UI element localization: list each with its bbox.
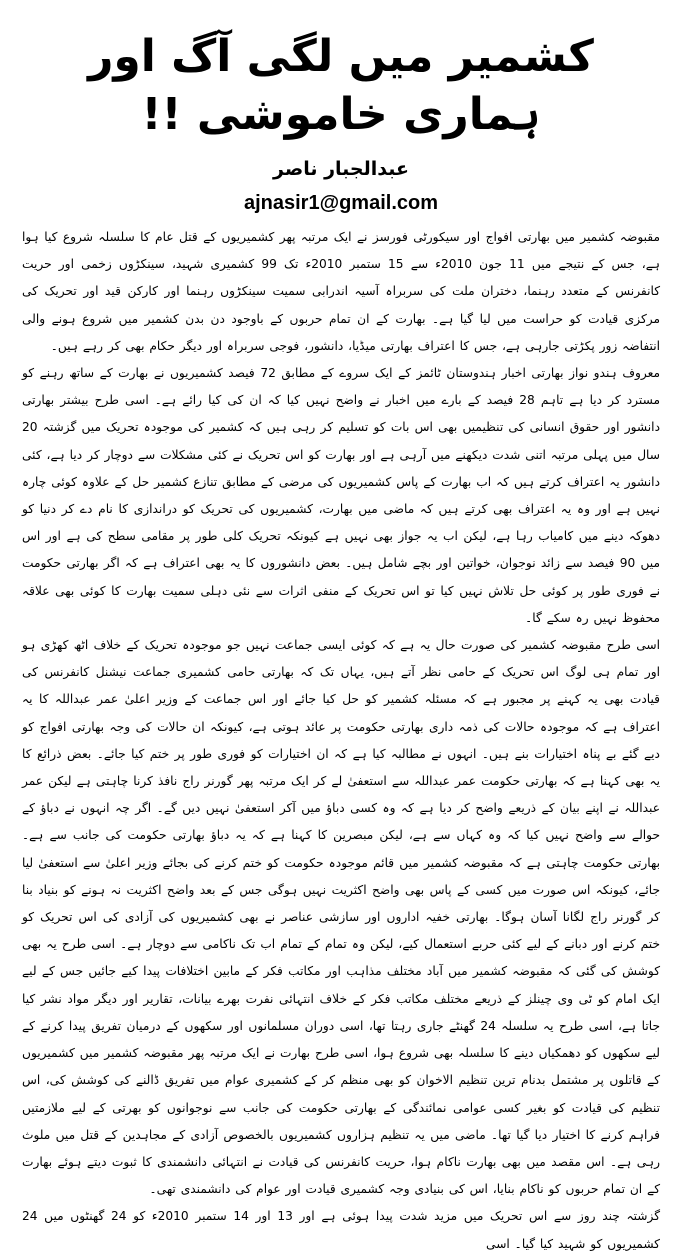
paragraph: مقبوضہ کشمیر میں بھارتی افواج اور سیکورٹی فورسز نے ایک مرتبہ پھر کشمیریوں کے قتل عام کا سلسلہ شروع کیا ہوا ہے، جس کے نتیجے میں 11 جون 2010ء سے 15 ستمبر 2010ء تک 99 کشمیری شہید، سینکڑوں زخمی اور حریت کانفرنس کے متعدد رہنما، دختران ملت کی سربراہ آسیہ اندرابی سمیت سینکڑوں رہنما اور کارکن قید اور تحریک کی مرکزی قیادت کو حراست میں لیا گیا ہے۔ بھارت کے ان تمام حربوں کے باوجود دن بدن کشمیر میں شروع ہونے والی انتفاضہ زور پکڑتی جارہی ہے، جس کا اعتراف بھارتی میڈیا، دانشور، فوجی سربراہ اور دیگر حکام بھی کر رہے ہیں۔ bbox=[22, 230, 661, 353]
paragraph: معروف ہندو نواز بھارتی اخبار ہندوستان ٹائمز کے ایک سروے کے مطابق 72 فیصد کشمیریوں نے بھارت کے ساتھ رہنے کو مسترد کر دیا ہے تاہم 28 فیصد کے بارے میں اخبار نے واضح نہیں کیا کہ ان کی کیا رائے ہے۔ اسی طرح بیشتر بھارتی دانشور اور حقوق انسانی کی تنظیمیں بھی اس بات کو تسلیم کر رہی ہیں کہ کشمیر کی موجودہ تحریک میں گزشتہ 20 سال میں پہلی مرتبہ اتنی شدت دیکھنے میں آرہی ہے اور بھارت کو اس تحریک نے کئی مشکلات سے دوچار کر دیا ہے، کئی دانشور یہ اعتراف کرتے ہیں کہ اب بھارت کے پاس کشمیریوں کی مرضی کے مطابق تنازع کشمیر حل کے علاوہ کوئی چارہ نہیں ہے اور وہ یہ اعتراف بھی کرتے ہیں کہ ماضی میں بھارت، کشمیریوں کی تحریک کو دراندازی کا نام دے کر دنیا کو دھوکہ دینے میں کامیاب رہا ہے، لیکن اب یہ جواز بھی نہیں ہے کیونکہ تحریک کلی طور پر مقامی سطح کی ہے اور اس میں 90 فیصد سے زائد نوجوان، خواتین اور بچے شامل ہیں۔ بعض دانشوروں کا یہ بھی اعتراف ہے کہ اگر بھارتی حکومت نے فوری طور پر کوئی حل تلاش نہیں کیا تو اس تحریک کے منفی اثرات سے نئی دہلی سمیت بھارت کا کوئی بھی علاقہ محفوظ نہیں رہ سکے گا۔ bbox=[22, 366, 660, 625]
paragraph: اسی طرح مقبوضہ کشمیر کی صورت حال یہ ہے کہ کوئی ایسی جماعت نہیں جو موجودہ تحریک کے خلاف اٹھ کھڑی ہو اور تمام ہی لوگ اس تحریک کے حامی نظر آتے ہیں، یہاں تک کہ بھارتی حامی کشمیری جماعت نیشنل کانفرنس کی قیادت بھی یہ کہنے پر مجبور ہے کہ مسئلہ کشمیر کو حل کیا جائے اور اس جماعت کے وزیر اعلیٰ عمر عبداللہ کا یہ اعتراف ہے کہ موجودہ حالات کی ذمہ داری بھارتی حکومت پر عائد ہوتی ہے، کیونکہ ان حالات کی وجہ بھارتی افواج کو دیے گئے بے پناہ اختیارات بنے ہیں۔ انہوں نے مطالبہ کیا ہے کہ ان اختیارات کو فوری طور پر ختم کیا جائے۔ بعض ذرائع کا یہ بھی کہنا ہے کہ بھارتی حکومت عمر عبداللہ سے استعفیٰ لے کر ایک مرتبہ پھر گورنر راج نافذ کرنا چاہتی ہے لیکن عمر عبداللہ نے اپنے بیان کے ذریعے واضح کر دیا ہے کہ وہ کسی دباؤ میں آکر استعفیٰ نہیں دیں گے۔ اگر چہ انہوں نے دباؤ کے حوالے سے واضح نہیں کیا کہ وہ کہاں سے ہے، لیکن مبصرین کا کہنا ہے کہ یہ دباؤ بھارتی حکومت کی جانب سے ہے۔ بھارتی حکومت چاہتی ہے کہ مقبوضہ کشمیر میں قائم موجودہ حکومت کو ختم کرنے کی بجائے وزیر اعلیٰ سے استعفیٰ لیا جائے، کیونکہ اس صورت میں کسی کے پاس بھی واضح اکثریت نہیں ہوگی جس کے بعد واضح اکثریت نہ ہونے کو بنیاد بنا کر گورنر راج لگانا آسان ہوگا۔ بھارتی خفیہ اداروں اور سازشی عناصر نے بھی کشمیریوں کی آزادی کی اس تحریک کو ختم کرنے اور دبانے کے لیے کئی حربے استعمال کیے، لیکن وہ تمام کے تمام اب تک ناکامی سے دوچار ہے۔ اسی طرح یہ بھی کوشش کی گئی کہ مقبوضہ کشمیر میں آباد مختلف مذاہب اور مکاتب فکر کے مابین اختلافات پیدا کیے جائیں جس کے لیے ایک امام کو ٹی وی چینلز کے ذریعے مختلف مکاتب فکر کے خلاف انتہائی نفرت بھرے بیانات، تقاریر اور دیگر مواد نشر کیا جاتا ہے، اسی طرح یہ سلسلہ 24 گھنٹے جاری رہتا تھا، اسی دوران مسلمانوں اور سکھوں کے درمیان تفریق پیدا کرنے کے لیے سکھوں کو دھمکیاں دینے کا سلسلہ بھی شروع ہوا، اسی طرح بھارت نے ایک مرتبہ پھر مقبوضہ کشمیر میں کشمیریوں کے قاتلوں پر مشتمل بدنام ترین تنظیم الاخوان کو بھی منظم کر کے کشمیری عوام میں تفریق ڈالنے کی کوشش کی، اس تنظیم کی قیادت کو بغیر کسی عوامی نمائندگی کے بھارتی حکومت کی جانب سے نوجوانوں کو بھرتی کے لیے ملازمتیں فراہم کرنے کا اختیار دیا گیا تھا۔ ماضی میں یہ تنظیم ہزاروں کشمیریوں بالخصوص آزادی کے مجاہدین کے قتل میں ملوث رہی ہے۔ اس مقصد میں بھی بھارت ناکام ہوا، حریت کانفرنس کی قیادت نے انتہائی دانشمندی کا ثبوت دیتے ہوئے بھارت کے ان تمام حربوں کو ناکام بنایا، اس کی بنیادی وجہ کشمیری قیادت اور عوام کی دانشمندی تھی۔ bbox=[22, 638, 660, 1197]
article-title: کشمیر میں لگی آگ اور ہماری خاموشی !! bbox=[88, 31, 594, 140]
article-body bbox=[22, 224, 660, 1258]
article-author: عبدالجبار ناصر bbox=[273, 158, 409, 180]
author-email[interactable]: ajnasir1@gmail.com bbox=[243, 192, 439, 214]
paragraph: گزشتہ چند روز سے اس تحریک میں مزید شدت پیدا ہوئی ہے اور 13 اور 14 ستمبر 2010ء کو 24 گھنٹوں میں 24 کشمیریوں کو شہید کیا گیا۔ اسی bbox=[22, 1209, 661, 1251]
